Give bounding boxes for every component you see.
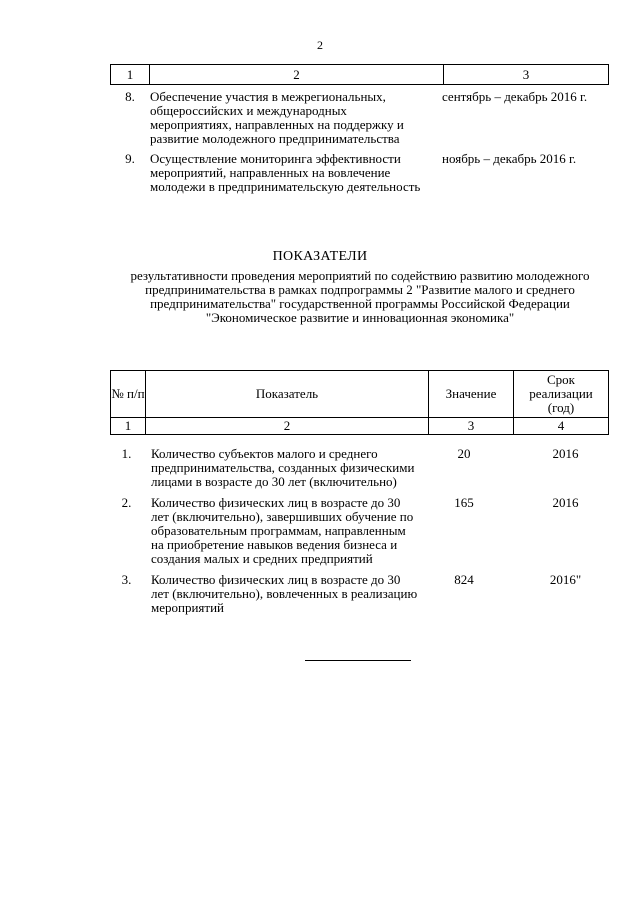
section-title: ПОКАЗАТЕЛИ — [272, 249, 368, 264]
table-row — [110, 447, 610, 489]
indicators-list — [110, 447, 610, 622]
indicator-description: Количество субъектов малого и среднего предпринимательства, созданных физическими лицами в возрасте до 30 лет (включительно) — [151, 446, 415, 489]
indicator-year: 2016" — [549, 572, 582, 587]
end-separator-line — [305, 660, 411, 661]
event-description: Обеспечение участия в межрегиональных, общероссийских и международных мероприятиях, направленных на поддержку и развитие молодежного предпринимательства — [150, 89, 404, 146]
row-number: 1. — [121, 446, 132, 461]
table-row — [110, 496, 610, 566]
indicator-description: Количество физических лиц в возрасте до 30 лет (включительно), завершивших обучение по образовательным программам, направленным на приобретение навыков ведения бизнеса и создания малых и средних предприятий — [151, 495, 414, 566]
indicator-description: Количество физических лиц в возрасте до 30 лет (включительно), вовлеченных в реализацию мероприятий — [151, 572, 418, 615]
row-number: 2. — [121, 495, 132, 510]
column-header-period: Срок реализации (год) — [514, 371, 609, 418]
column-number-2: 2 — [150, 65, 444, 85]
indicator-value: 824 — [454, 572, 474, 587]
event-period: сентябрь – декабрь 2016 г. — [442, 89, 588, 104]
events-list — [110, 90, 610, 200]
table-row — [110, 573, 610, 615]
column-number-3: 3 — [429, 418, 514, 435]
column-header-number: № п/п — [111, 371, 146, 418]
continuation-table-header — [110, 64, 609, 85]
indicator-value: 20 — [457, 446, 471, 461]
section-subtitle: результативности проведения мероприятий по содействию развитию молодежного предпринимательства в рамках подпрограммы 2 "Развитие малого и среднего предпринимательства" государственной программы Российской Федерации "Экономическое развитие и инновационная экономика" — [130, 268, 590, 325]
table-row — [110, 152, 610, 194]
row-number: 9. — [125, 151, 135, 166]
indicator-year: 2016 — [552, 446, 579, 461]
row-number: 3. — [121, 572, 132, 587]
event-description: Осуществление мониторинга эффективности мероприятий, направленных на вовлечение молодежи в предпринимательскую деятельность — [150, 151, 421, 194]
column-number-3: 3 — [444, 65, 609, 85]
column-number-2: 2 — [146, 418, 429, 435]
event-period: ноябрь – декабрь 2016 г. — [442, 151, 577, 166]
column-header-value: Значение — [429, 371, 514, 418]
indicators-table-header — [110, 370, 609, 435]
indicator-year: 2016 — [552, 495, 579, 510]
column-header-indicator: Показатель — [146, 371, 429, 418]
indicator-value: 165 — [454, 495, 474, 510]
table-row — [110, 90, 610, 146]
column-number-4: 4 — [514, 418, 609, 435]
column-number-1: 1 — [111, 418, 146, 435]
column-number-1: 1 — [111, 65, 150, 85]
page-number: 2 — [317, 38, 323, 52]
row-number: 8. — [125, 89, 135, 104]
